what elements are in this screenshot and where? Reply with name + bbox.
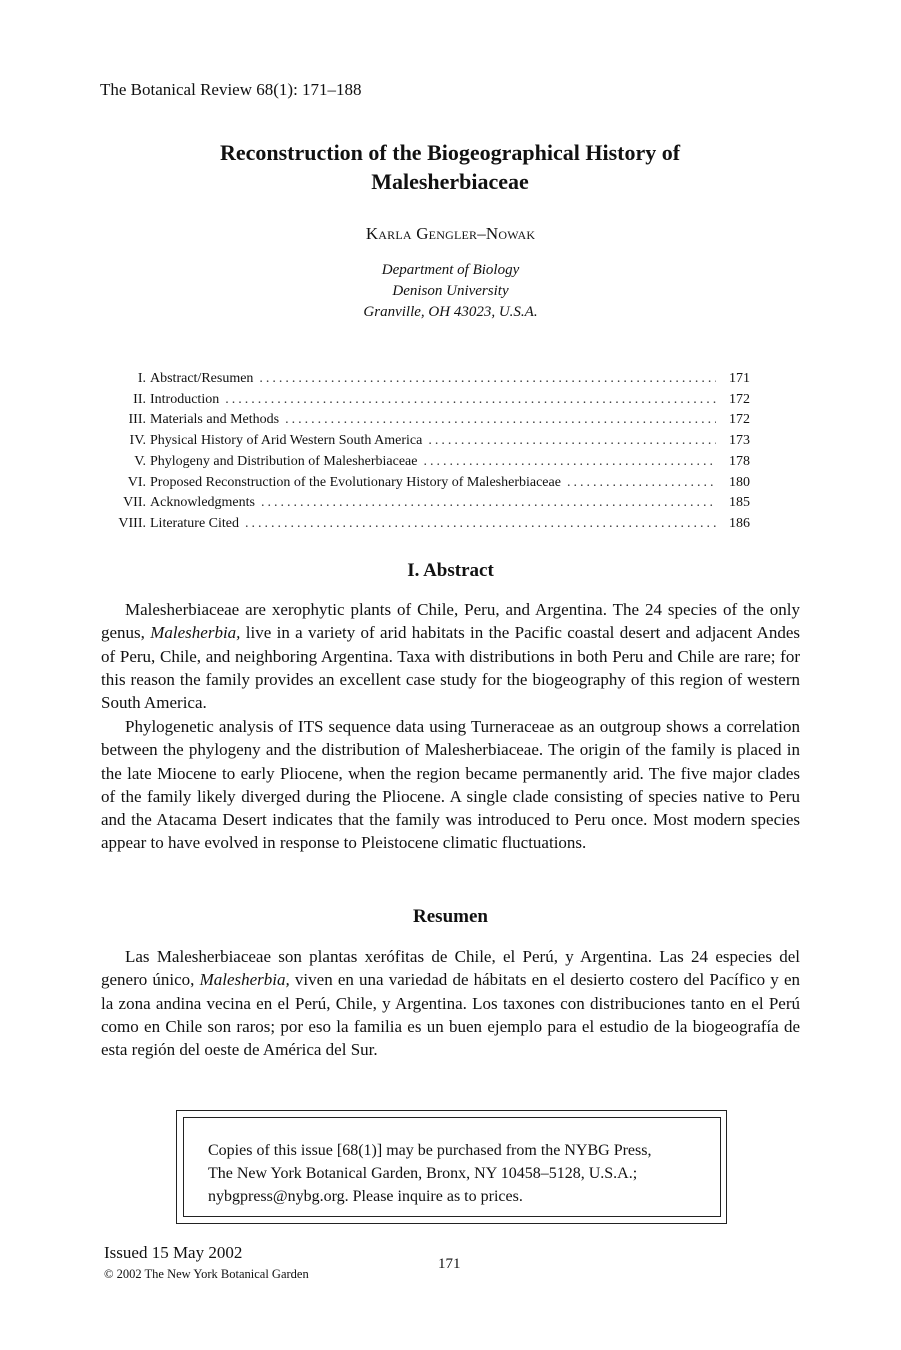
toc-entry [106, 369, 750, 390]
resumen-paragraph [101, 945, 800, 1061]
purchase-notice-box [176, 1110, 727, 1224]
issue-date: Issued 15 May 2002 [104, 1243, 243, 1262]
toc-leader-dots [259, 369, 716, 390]
toc-entry-label: Physical History of Arid Western South America [150, 433, 423, 449]
abstract-p1-text-end: live in a variety of arid habitats in the Pacific coastal desert and adjacent Andes of Peru, Chile, and neighboring Argentina. Taxa with distributions in both Peru and Chile are rare; for this reason the family provides an excellent case study for the biogeography of this region of western South America. [101, 623, 800, 713]
affiliation-address: Granville, OH 43023, U.S.A. [363, 304, 538, 320]
toc-entry-number: VII. [123, 495, 146, 511]
resumen-text-end: viven en una variedad de hábitats en el desierto costero del Pacífico y en la zona andina vecina en el Perú, Chile, y Argentina. Los taxones con distribuciones tanto en el Perú como en Chile son raros; por eso la familia es un buen ejemplo para el estudio de la biogeografía de esta región del oeste de América del Sur. [101, 970, 800, 1060]
toc-entry-number: V. [134, 453, 146, 469]
genus-name-italic: Malesherbia, [199, 970, 290, 990]
toc-entry-label: Introduction [150, 391, 220, 407]
toc-entry-number: VIII. [118, 515, 146, 531]
journal-reference: The Botanical Review 68(1): 171–188 [100, 80, 362, 99]
toc-entry-label: Phylogeny and Distribution of Malesherbiaceae [150, 453, 418, 469]
toc-entry-label: Proposed Reconstruction of the Evolutionary History of Malesherbiaceae [150, 474, 561, 490]
author-affiliation [0, 260, 901, 323]
toc-entry-page: 172 [729, 391, 750, 407]
toc-entry-label: Acknowledgments [150, 495, 255, 511]
genus-name-italic: Malesherbia, [150, 623, 241, 643]
purchase-notice-inner [183, 1117, 721, 1217]
toc-entry [106, 390, 750, 411]
toc-entry-number: II. [133, 391, 146, 407]
toc-leader-dots [567, 473, 716, 494]
author-name: Karla Gengler–Nowak [365, 224, 536, 243]
notice-line-3: nybgpress@nybg.org. Please inquire as to prices. [208, 1188, 523, 1205]
notice-line-2: The New York Botanical Garden, Bronx, NY 10458–5128, U.S.A.; [208, 1165, 638, 1182]
affiliation-university: Denison University [392, 283, 509, 299]
toc-entry [106, 452, 750, 473]
resumen-text-start: Las Malesherbiaceae son plantas xerófitas de Chile, el Perú, y Argentina. Las 24 especies del genero único, [101, 947, 800, 990]
copyright-notice: © 2002 The New York Botanical Garden [104, 1267, 309, 1281]
toc-entry-page: 186 [729, 515, 750, 531]
toc-entry-page: 173 [729, 433, 750, 449]
toc-leader-dots [285, 410, 716, 431]
abstract-paragraph-1 [101, 598, 800, 714]
article-title-line-1: Reconstruction of the Biogeographical History of [219, 140, 681, 165]
toc-entry-page: 171 [729, 371, 750, 386]
notice-line-1: Copies of this issue [68(1)] may be purchased from the NYBG Press, [208, 1142, 652, 1159]
article-title-line-2: Malesherbiaceae [371, 169, 529, 194]
article-title [150, 138, 750, 196]
table-of-contents [106, 369, 750, 535]
toc-entry-number: III. [128, 412, 146, 428]
toc-leader-dots [245, 514, 716, 535]
toc-entry [106, 493, 750, 514]
page-number: 171 [438, 1256, 461, 1272]
toc-entry-page: 172 [729, 412, 750, 428]
toc-entry-page: 178 [729, 453, 750, 469]
toc-entry-label: Abstract/Resumen [150, 371, 254, 386]
toc-entry-page: 180 [729, 474, 750, 490]
affiliation-department: Department of Biology [381, 262, 520, 278]
toc-entry [106, 514, 750, 535]
toc-entry-number: VI. [127, 474, 146, 490]
toc-entry-label: Literature Cited [150, 515, 240, 531]
toc-entry-number: IV. [129, 433, 146, 449]
toc-leader-dots [261, 493, 716, 514]
toc-entry [106, 410, 750, 431]
toc-leader-dots [225, 390, 716, 411]
toc-entry [106, 431, 750, 452]
toc-leader-dots [423, 452, 716, 473]
toc-entry-number: I. [137, 371, 146, 386]
toc-entry-page: 185 [729, 495, 750, 511]
resumen-heading: Resumen [413, 906, 488, 927]
abstract-heading: I. Abstract [407, 560, 494, 581]
abstract-paragraph-2: Phylogenetic analysis of ITS sequence data using Turneraceae as an outgroup shows a correlation between the phylogeny and the distribution of Malesherbiaceae. The origin of the family is placed in the late Miocene to early Pliocene, when the region became permanently arid. The five major clades of the family likely diverged during the Pliocene. A single clade consisting of species native to Peru and the Atacama Desert indicates that the family was introduced to Peru once. Most modern species appear to have evolved in response to Pleistocene climatic fluctuations. [101, 717, 800, 853]
toc-leader-dots [428, 431, 716, 452]
toc-entry [106, 473, 750, 494]
toc-entry-label: Materials and Methods [150, 412, 280, 428]
abstract-p1-text-start: Malesherbiaceae are xerophytic plants of Chile, Peru, and Argentina. The 24 species of the only genus, [101, 600, 800, 643]
